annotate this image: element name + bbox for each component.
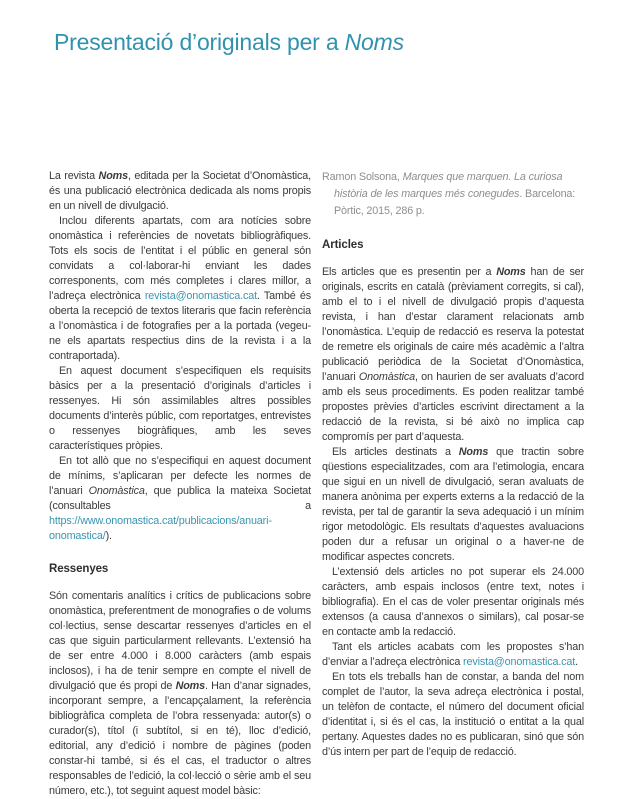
two-column-layout (49, 169, 584, 799)
body-text: Els articles que es presentin per a (322, 266, 497, 278)
body-text: . També és oberta la recepció de textos literaris que facin referència a l’onomàstica i de fotografies per a la portada (vegeu-ne els apartats respectius dins de la revista i a la contraportada). (49, 290, 311, 362)
section-heading-ressenyes: Ressenyes (49, 563, 109, 575)
right-column (322, 169, 584, 799)
section-heading-articles: Articles (322, 239, 364, 251)
emphasis-text: Noms (175, 680, 205, 692)
body-text: Tant els articles acabats com les propostes s’han d’enviar a l’adreça electrònica (322, 641, 584, 668)
paragraph-normes-defecte (49, 454, 311, 544)
body-text: Inclou diferents apartats, com ara notícies sobre onomàstica i referències de novetats bibliogràfiques. Tots els socis de l’entitat i el públic en general són convidats a col·laborar-hi enviant les dades corresponents, com més completes i clares millor, a l’adreça electrònica (49, 215, 311, 302)
body-text: En aquest document s’especifiquen els requisits bàsics per a la presentació d’originals d’articles i ressenyes. Hi són assimilables altres possibles documents d’interès públic, com reportatges, entrevistes o ressenyes biogràfiques, amb les seves característiques pròpies. (49, 365, 311, 452)
page-title-text: Presentació d’originals per a (54, 29, 345, 55)
page-title (54, 26, 584, 58)
paragraph-revista-intro (49, 169, 311, 214)
emphasis-text: Noms (458, 446, 489, 458)
paragraph-dades-autor (322, 670, 584, 760)
hyperlink[interactable]: https://www.onomastica.cat/publicacions/anuari-onomastica/ (49, 515, 272, 542)
body-text: han de ser originals, escrits en català (prèviament corregits, si cal), amb el to i el nivell de divulgació propis d’aquesta revista, i han d’estar clarament relacionats amb l’onomàstica. L’equip de redacció es reserva la potestat de remetre els originals de caire més acadèmic a l’altra publicació periòdica de la Societat d’Onomàstica, l’anuari (322, 266, 584, 383)
emphasis-text: Onomàstica (88, 485, 145, 497)
body-text: , que publica la mateixa Societat (consultables a (49, 485, 312, 512)
body-text: En tot allò que no s’especifiqui en aquest document de mínims, s’aplicaran per defecte les normes de l’anuari (49, 455, 311, 497)
body-text: . (575, 656, 578, 668)
body-text: En tots els treballs han de constar, a banda del nom complet de l’autor, la seva adreça electrònica i postal, un telèfon de contacte, el número del document oficial d’identitat i, si és el cas, la institució o entitat a la qual pertany. Aquestes dades no es publicaran, sinó que són d’ús intern per part de l’equip de redacció. (322, 671, 584, 758)
page-title-journal-name: Noms (344, 29, 404, 55)
hyperlink[interactable]: revista@onomastica.cat (463, 656, 576, 668)
paragraph-enviament (322, 640, 584, 670)
body-text: , editada per la Societat d’Onomàstica, és una publicació electrònica dedicada als noms propis en un nivell de divulgació. (49, 170, 311, 212)
citation-example (322, 169, 584, 220)
body-text: Els articles destinats a (332, 446, 459, 458)
left-column (49, 169, 311, 799)
body-text: Són comentaris analítics i crítics de publicacions sobre onomàstica, preferentment de monografies o de volums col·lectius, sense descartar ressenyes d’articles en el cas que siguin particularment rellevants. L’extensió ha de ser entre 4.000 i 8.000 caràcters (amb espais inclosos), i ha de tenir sempre en compte el nivell de divulgació que és propi de (49, 590, 311, 692)
body-text: que tractin sobre qüestions especialitzades, com ara l’etimologia, encara que sigui en un nivell de divulgació, seran avaluats de manera anònima per experts externs a la redacció de la revista, per tal de garantir la seva adequació i un mínim rigor metodològic. Els resultats d’aquestes avaluacions poden dur a refusar un original o a haver-ne de modificar aspectes concrets. (322, 446, 584, 563)
body-text: L’extensió dels articles no pot superar els 24.000 caràcters, amb espais inclosos (entre text, notes i bibliografia). En el cas de voler presentar originals més extensos (a causa d’annexos o similars), cal posar-se en contacte amb la redacció. (322, 566, 584, 638)
paragraph-apartats (49, 214, 311, 364)
body-text: La revista (49, 170, 99, 182)
paragraph-articles-avaluacio (322, 445, 584, 565)
hyperlink[interactable]: revista@onomastica.cat (144, 290, 257, 302)
paragraph-articles-requisits (322, 265, 584, 445)
emphasis-text: Noms (98, 170, 128, 182)
body-text: Ramon Solsona, (322, 171, 403, 183)
emphasis-text: Onomàstica (358, 371, 416, 383)
body-text: ). (105, 530, 112, 542)
paragraph-articles-extensio (322, 565, 584, 640)
paragraph-ressenyes-desc (49, 589, 311, 799)
emphasis-text: Marques que marquen. La curiosa història de les marques més conegudes (334, 171, 563, 200)
body-text: . Han d’anar signades, incorporant sempre, a l’encapçalament, la referència bibliogràfica completa de l’obra ressenyada: autor(s) o curador(s), títol (i subtítol, si en té), lloc d’edició, editorial, any d’edició i nombre de pàgines (poden constar-hi també, si és el cas, el traductor o altres responsables de l’edició, la col·lecció o sèrie amb el seu número, etc.), tot seguint aquest model bàsic: (49, 680, 311, 797)
emphasis-text: Noms (496, 266, 526, 278)
paragraph-requisits (49, 364, 311, 454)
body-text: , on haurien de ser avaluats d’acord amb els seus procediments. Es poden realitzar també propostes prèvies d’articles escrivint directament a la redacció de la revista, si bé això no implica cap compromís per part d’aquesta. (322, 371, 584, 443)
body-text: . Barcelona: Pòrtic, 2015, 286 p. (334, 188, 576, 217)
